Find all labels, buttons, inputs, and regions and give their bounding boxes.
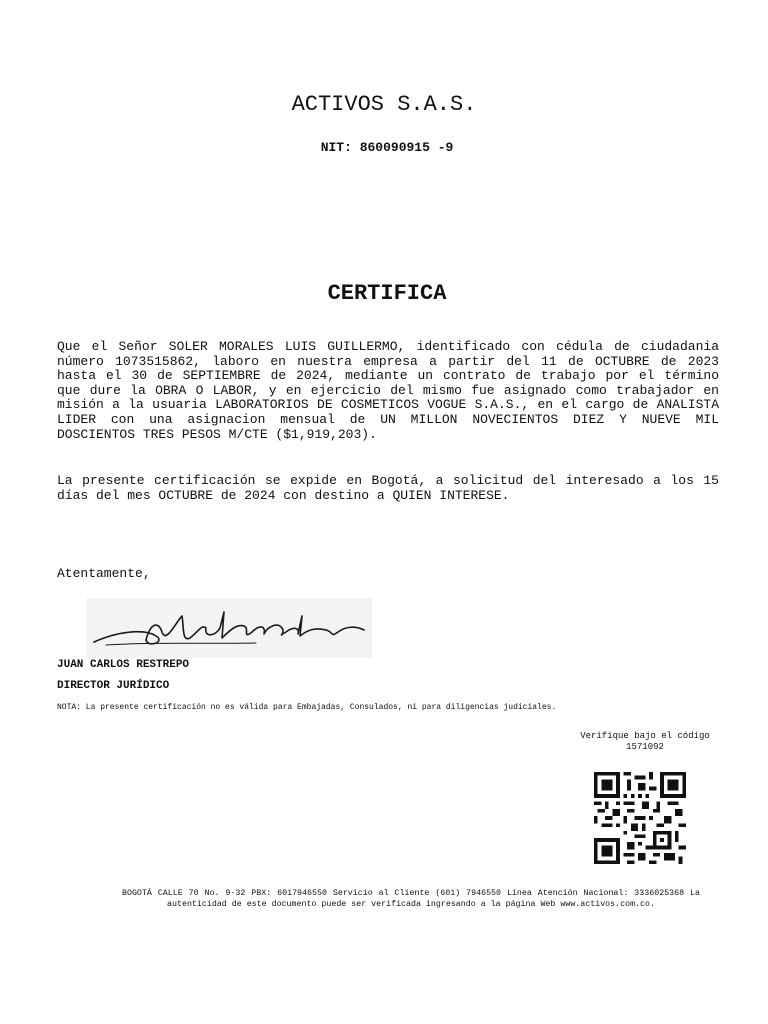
signer-name: JUAN CARLOS RESTREPO xyxy=(57,659,190,671)
certification-paragraph: Que el Señor SOLER MORALES LUIS GUILLERMO, identificado con cédula de ciudadania número 1073515862, laboro en nuestra empresa a partir del 11 de OCTUBRE de 2023 hasta el 30 de SEPTIEMBRE de 2024, mediante un contrato de trabajo por el término que dure la OBRA O LABOR, y en ejercicio del mismo fue asignado como trabajador en misión a la usuaria LABORATORIOS DE COSMETICOS VOGUE S.A.S., en el cargo de ANALISTA LIDER con una asignacion mensual de UN MILLON NOVECIENTOS DIEZ Y NUEVE MIL DOSCIENTOS TRES PESOS M/CTE ($1,919,203). xyxy=(57,339,719,442)
verification-block xyxy=(520,731,768,753)
handwritten-signature xyxy=(86,598,372,658)
company-nit: NIT: 860090915 -9 xyxy=(320,140,454,155)
company-name: ACTIVOS S.A.S. xyxy=(291,92,477,117)
signer-title: DIRECTOR JURÍDICO xyxy=(57,680,170,692)
document-heading: CERTIFICA xyxy=(327,281,447,306)
qr-code-icon xyxy=(594,772,686,864)
validity-note: NOTA: La presente certificación no es válida para Embajadas, Consulados, ni para diligencias judiciales. xyxy=(57,703,557,712)
footer-contact: BOGOTÁ CALLE 70 No. 9-32 PBX: 6017946550 Servicio al Cliente (601) 7946550 Línea Atención Nacional: 3336025368 La autenticidad de este documento puede ser verificada ingresando a la página Web www.activos.com.co. xyxy=(122,889,700,909)
verification-label: Verifique bajo el código xyxy=(580,731,710,741)
closing-salutation: Atentamente, xyxy=(57,566,151,581)
verification-code: 1571092 xyxy=(626,742,664,752)
issuance-paragraph: La presente certificación se expide en Bogotá, a solicitud del interesado a los 15 días del mes OCTUBRE de 2024 con destino a QUIEN INTERESE. xyxy=(57,473,719,503)
